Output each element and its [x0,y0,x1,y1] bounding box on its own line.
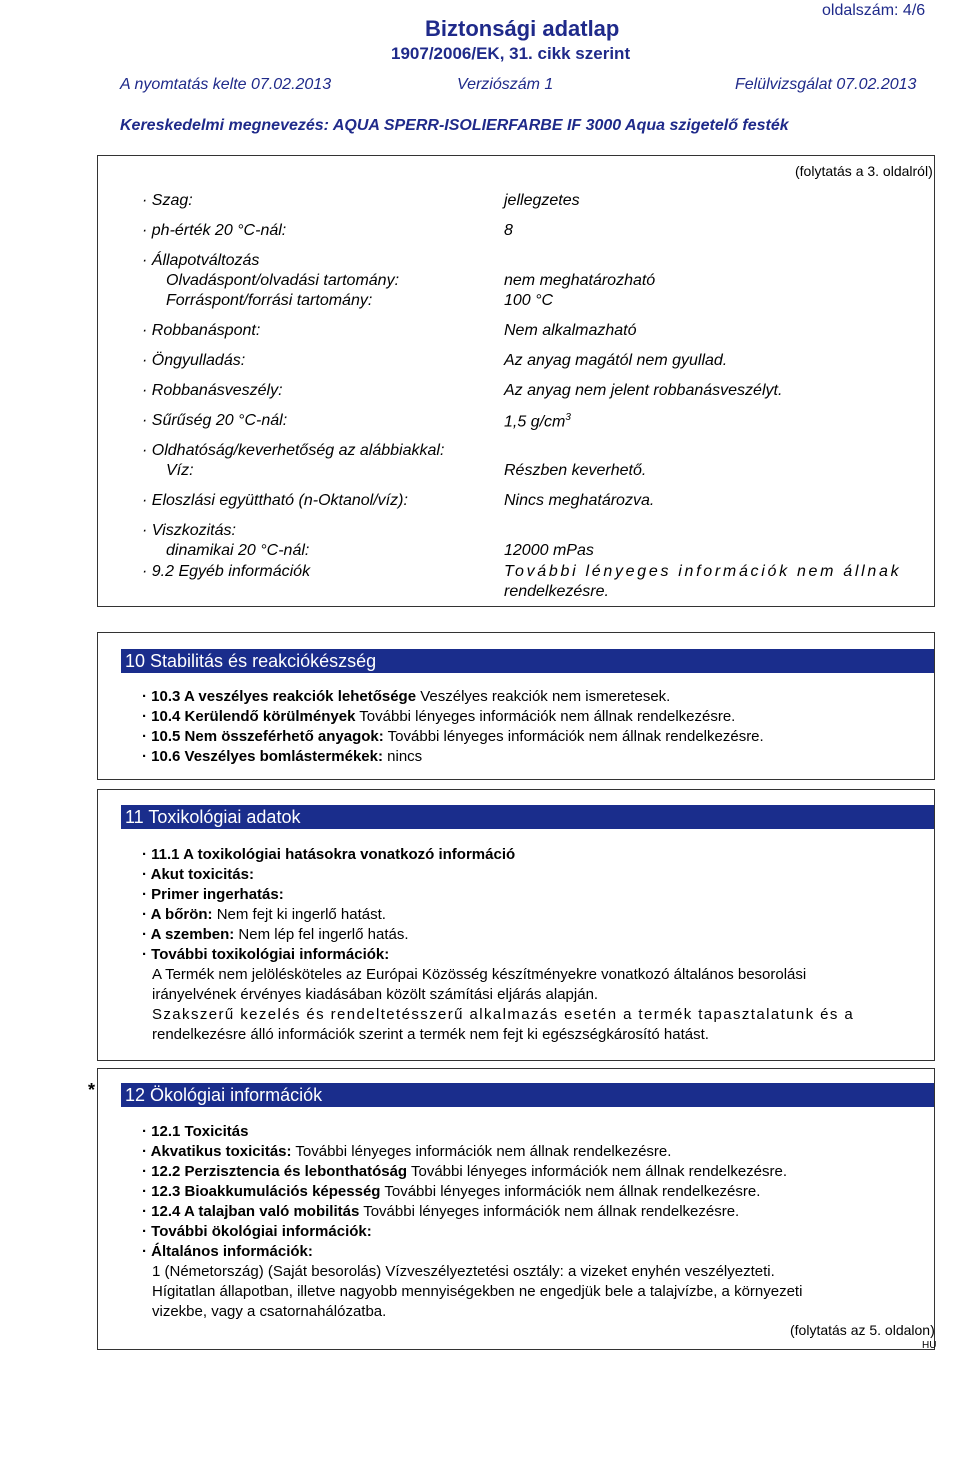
item-text: További lényeges információk nem állnak rendelkezésre. [380,1183,761,1200]
item-label: · További toxikológiai információk: [142,946,390,963]
version-number: Verziószám 1 [457,76,554,93]
item-label: · 10.5 Nem összeférhető anyagok: [142,728,384,745]
item-text: nincs [382,748,423,765]
property-label: · ph-érték 20 °C-nál: [142,222,287,239]
property-value: Nem alkalmazható [504,322,637,339]
list-item [142,846,515,863]
list-item [142,1143,671,1160]
paragraph-line: irányelvének érvényes kiadásában közölt számítási eljárás alapján. [152,986,599,1003]
property-value: jellegzetes [504,192,580,209]
print-date: A nyomtatás kelte 07.02.2013 [120,76,332,93]
list-item [142,1163,787,1180]
item-text: További lényeges információk nem állnak rendelkezésre. [355,708,736,725]
item-label: · 12.1 Toxicitás [142,1123,249,1140]
property-value: Az anyag nem jelent robbanásveszélyt. [504,382,783,399]
item-text: További lényeges információk nem állnak rendelkezésre. [291,1143,672,1160]
property-label: · Eloszlási együttható (n-Oktanol/víz): [142,492,408,509]
item-label: · 10.4 Kerülendő körülmények [142,708,356,725]
paragraph-line: Szakszerű kezelés és rendeltetésszerű alkalmazás esetén a termék tapasztalatunk és a [152,1006,855,1023]
property-value: 8 [504,222,513,239]
property-label: Forráspont/forrási tartomány: [166,292,373,309]
list-item [142,906,386,923]
paragraph-line: A Termék nem jelölésköteles az Európai Közösség készítményekre vonatkozó általános besorolási [152,966,807,983]
item-text: Nem fejt ki ingerlő hatást. [212,906,386,923]
section-12-title: 12 Ökológiai információk [121,1083,934,1107]
paragraph-line: vizekbe, vagy a csatornahálózatba. [152,1303,387,1320]
list-item [142,688,670,705]
property-label: Víz: [166,462,194,479]
list-item [142,926,409,943]
item-label: · Akvatikus toxicitás: [142,1143,292,1160]
property-value: nem meghatározható [504,272,656,289]
item-label: · A bőrön: [142,906,213,923]
item-label: · 12.4 A talajban való mobilitás [142,1203,360,1220]
property-label: · Sűrűség 20 °C-nál: [142,412,288,429]
property-value: További lényeges információk nem állnak [504,563,902,580]
property-value: Nincs meghatározva. [504,492,655,509]
property-label: · Szag: [142,192,193,209]
property-label: · Robbanásveszély: [142,382,283,399]
paragraph-line: rendelkezésre álló információk szerint a termék nem fejt ki egészségkárosító hatást. [152,1026,709,1043]
paragraph-line: Hígitatlan állapotban, illetve nagyobb mennyiségekben ne engedjük bele a talajvízbe, a környezeti [152,1283,803,1300]
language-code: HU [922,1340,937,1351]
item-label: · 10.6 Veszélyes bomlástermékek: [142,748,383,765]
property-value: Az anyag magától nem gyullad. [504,352,728,369]
revision-date: Felülvizsgálat 07.02.2013 [735,76,917,93]
item-label: · Általános információk: [142,1243,313,1260]
item-text: További lényeges információk nem állnak rendelkezésre. [359,1203,740,1220]
density-unit-sup: 3 [565,412,571,423]
section-10-title: 10 Stabilitás és reakciókészség [121,649,934,673]
property-label: · Robbanáspont: [142,322,261,339]
property-label: · Viszkozitás: [142,522,236,539]
property-label: · Öngyulladás: [142,352,246,369]
list-item [142,1223,372,1240]
page-number: oldalszám: 4/6 [822,2,926,19]
continued-on-note: (folytatás az 5. oldalon) [790,1322,935,1338]
list-item [142,1183,760,1200]
list-item [142,748,422,765]
item-text: Nem lép fel ingerlő hatás. [234,926,409,943]
item-label: · Primer ingerhatás: [142,886,284,903]
item-label: · A szemben: [142,926,235,943]
property-value: rendelkezésre. [504,583,609,600]
item-text: További lényeges információk nem állnak rendelkezésre. [383,728,764,745]
property-value: Részben keverhető. [504,462,647,479]
change-marker: * [88,1080,96,1100]
property-label: · Állapotváltozás [142,252,260,269]
property-value: 100 °C [504,292,554,309]
item-label: · 10.3 A veszélyes reakciók lehetősége [142,688,417,705]
item-label: · További ökológiai információk: [142,1223,372,1240]
property-value: 12000 mPas [504,542,594,559]
item-label: · Akut toxicitás: [142,866,254,883]
list-item [142,1243,313,1260]
list-item [142,1123,248,1140]
list-item [142,1203,739,1220]
list-item [142,946,389,963]
item-label: · 11.1 A toxikológiai hatásokra vonatkozó információ [142,846,516,863]
property-label: · 9.2 Egyéb információk [142,563,311,580]
paragraph-line: 1 (Németország) (Saját besorolás) Vízveszélyeztetési osztály: a vizeket enyhén veszélyezteti. [152,1263,775,1280]
list-item [142,886,284,903]
list-item [142,708,735,725]
property-label: · Oldhatóság/keverhetőség az alábbiakkal: [142,442,445,459]
document-subtitle: 1907/2006/EK, 31. cikk szerint [391,44,631,63]
continued-from-note: (folytatás a 3. oldalról) [795,163,933,179]
list-item [142,866,254,883]
property-label: dinamikai 20 °C-nál: [166,542,310,559]
item-label: · 12.2 Perzisztencia és lebonthatóság [142,1163,408,1180]
item-label: · 12.3 Bioakkumulációs képesség [142,1183,381,1200]
property-value [504,412,571,431]
list-item [142,728,764,745]
property-label: Olvadáspont/olvadási tartomány: [166,272,400,289]
density-value: 1,5 g/cm [504,413,566,431]
document-title: Biztonsági adatlap [425,16,620,41]
section-11-title: 11 Toxikológiai adatok [121,805,934,829]
trade-name: Kereskedelmi megnevezés: AQUA SPERR-ISOLIERFARBE IF 3000 Aqua szigetelő festék [120,117,789,134]
item-text: További lényeges információk nem állnak rendelkezésre. [407,1163,788,1180]
item-text: Veszélyes reakciók nem ismeretesek. [416,688,671,705]
